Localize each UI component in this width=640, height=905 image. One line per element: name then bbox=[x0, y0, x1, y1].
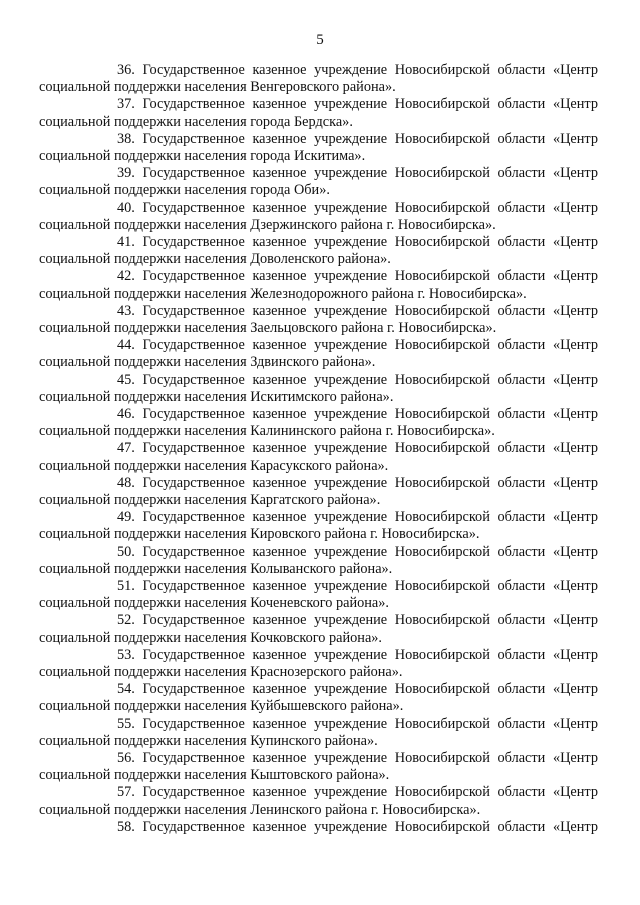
list-item-first-line: 36. Государственное казенное учреждение Новосибирской области «Центр bbox=[117, 62, 598, 78]
list-item-first-line: 49. Государственное казенное учреждение Новосибирской области «Центр bbox=[117, 509, 598, 526]
list-item-first-line: 51. Государственное казенное учреждение Новосибирской области «Центр bbox=[117, 578, 598, 594]
list-item-first-line: 58. Государственное казенное учреждение Новосибирской области «Центр bbox=[117, 818, 598, 835]
list-item-second-line: социальной поддержки населения Венгеровского района». bbox=[39, 79, 396, 96]
list-item-first-line: 47. Государственное казенное учреждение Новосибирской области «Центр bbox=[117, 440, 598, 457]
list-item-second-line: социальной поддержки населения Железнодорожного района г. Новосибирска». bbox=[39, 285, 527, 302]
list-item-first-line: 45. Государственное казенное учреждение Новосибирской области «Центр bbox=[117, 371, 598, 388]
list-item-first-line: 37. Государственное казенное учреждение Новосибирской области «Центр bbox=[117, 96, 598, 113]
list-item-first-line: 42. Государственное казенное учреждение Новосибирской области «Центр bbox=[117, 268, 598, 285]
list-item-second-line: социальной поддержки населения Кочковского района». bbox=[39, 629, 383, 646]
list-item-first-line: 40. Государственное казенное учреждение Новосибирской области «Центр bbox=[117, 199, 598, 216]
list-item-first-line: 53. Государственное казенное учреждение Новосибирской области «Центр bbox=[117, 646, 598, 663]
list-item-second-line: социальной поддержки населения Колыванского района». bbox=[39, 560, 393, 577]
list-item-second-line: социальной поддержки населения города Бердска». bbox=[39, 113, 353, 130]
list-item-first-line: 54. Государственное казенное учреждение Новосибирской области «Центр bbox=[117, 681, 598, 698]
list-item-first-line: 41. Государственное казенное учреждение Новосибирской области «Центр bbox=[117, 234, 598, 250]
list-item-second-line: социальной поддержки населения Кыштовского района». bbox=[39, 767, 390, 784]
list-item-second-line: социальной поддержки населения Калининского района г. Новосибирска». bbox=[39, 423, 495, 440]
list-item-first-line: 46. Государственное казенное учреждение Новосибирской области «Центр bbox=[117, 406, 598, 422]
list-item-first-line: 48. Государственное казенное учреждение Новосибирской области «Центр bbox=[117, 474, 598, 491]
list-item-second-line: социальной поддержки населения Каргатского района». bbox=[39, 491, 381, 508]
list-item-second-line: социальной поддержки населения Заельцовского района г. Новосибирска». bbox=[39, 319, 497, 336]
list-item-first-line: 43. Государственное казенное учреждение Новосибирской области «Центр bbox=[117, 302, 598, 319]
list-item-second-line: социальной поддержки населения Купинского района». bbox=[39, 732, 378, 749]
list-item-second-line: социальной поддержки населения Ленинского района г. Новосибирска». bbox=[39, 801, 481, 818]
list-item-first-line: 56. Государственное казенное учреждение Новосибирской области «Центр bbox=[117, 750, 598, 766]
list-item-first-line: 39. Государственное казенное учреждение Новосибирской области «Центр bbox=[117, 165, 598, 182]
list-item-second-line: социальной поддержки населения Коченевского района». bbox=[39, 595, 389, 612]
list-item-second-line: социальной поддержки населения Доволенского района». bbox=[39, 251, 391, 268]
list-item-first-line: 44. Государственное казенное учреждение Новосибирской области «Центр bbox=[117, 337, 598, 354]
list-item-first-line: 50. Государственное казенное учреждение Новосибирской области «Центр bbox=[117, 543, 598, 560]
list-item-first-line: 57. Государственное казенное учреждение Новосибирской области «Центр bbox=[117, 784, 598, 801]
list-item-first-line: 55. Государственное казенное учреждение Новосибирской области «Центр bbox=[117, 715, 598, 732]
list-item-first-line: 52. Государственное казенное учреждение Новосибирской области «Центр bbox=[117, 612, 598, 629]
list-item-second-line: социальной поддержки населения Дзержинского района г. Новосибирска». bbox=[39, 216, 496, 233]
list-item-second-line: социальной поддержки населения Здвинского района». bbox=[39, 354, 376, 371]
list-item-second-line: социальной поддержки населения города Оби». bbox=[39, 182, 330, 199]
list-item-second-line: социальной поддержки населения Искитимского района». bbox=[39, 388, 394, 405]
list-item-second-line: социальной поддержки населения Кировского района г. Новосибирска». bbox=[39, 526, 480, 543]
list-item-second-line: социальной поддержки населения Карасукского района». bbox=[39, 457, 389, 474]
list-item-first-line: 38. Государственное казенное учреждение Новосибирской области «Центр bbox=[117, 130, 598, 147]
list-item-second-line: социальной поддержки населения Куйбышевского района». bbox=[39, 698, 404, 715]
page-number: 5 bbox=[316, 32, 324, 48]
list-item-second-line: социальной поддержки населения города Искитима». bbox=[39, 147, 366, 164]
list-item-second-line: социальной поддержки населения Краснозерского района». bbox=[39, 663, 403, 680]
